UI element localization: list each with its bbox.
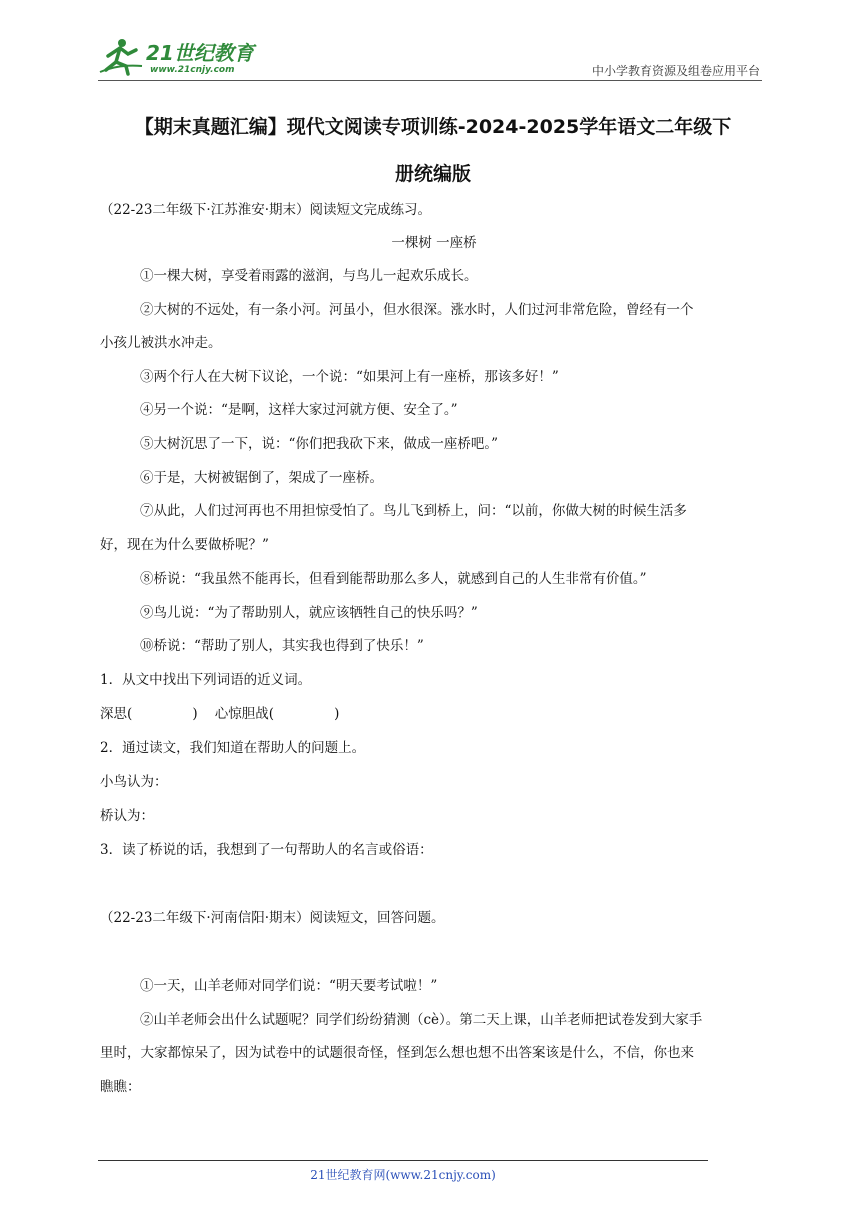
page-title-line-1: 【期末真题汇编】现代文阅读专项训练-2024-2025学年语文二年级下 <box>134 116 732 138</box>
passage2-paragraph-2a: ②山羊老师会出什么试题呢？同学们纷纷猜测（cè）。第二天上课，山羊老师把试卷发到大家手 <box>140 1012 703 1028</box>
footer-divider <box>98 1160 708 1161</box>
svg-text:21世纪教育: 21世纪教育 <box>146 41 254 65</box>
passage1-paragraph-7a: ⑦从此，人们过河再也不用担惊受怕了。鸟儿飞到桥上，问：“以前，你做大树的时候生活多 <box>140 503 687 519</box>
passage1-paragraph-9: ⑨鸟儿说：“为了帮助别人，就应该牺牲自己的快乐吗？” <box>140 605 478 621</box>
passage2-paragraph-2b: 里时，大家都惊呆了，因为试卷中的试题很奇怪，怪到怎么想也想不出答案该是什么，不信，你也来 <box>100 1045 694 1061</box>
question-2-bridge-view: 桥认为： <box>100 808 154 824</box>
passage1-paragraph-5: ⑤大树沉思了一下，说：“你们把我砍下来，做成一座桥吧。” <box>140 436 499 452</box>
page-title-line-2: 册统编版 <box>394 163 471 185</box>
passage1-title: 一棵树 一座桥 <box>391 235 477 251</box>
page-header <box>98 34 762 81</box>
passage1-paragraph-4: ④另一个说：“是啊，这样大家过河就方便、安全了。” <box>140 402 458 418</box>
footer-link[interactable]: 21世纪教育网(www.21cnjy.com) <box>310 1168 496 1182</box>
passage2-paragraph-2c: 瞧瞧： <box>100 1079 141 1095</box>
question-1-blanks: 深思( ) 心惊胆战( ) <box>100 706 340 722</box>
question-2-bird-view: 小鸟认为： <box>100 774 168 790</box>
passage1-paragraph-2b: 小孩儿被洪水冲走。 <box>100 335 222 351</box>
section1-source: （22-23二年级下·江苏淮安·期末）阅读短文完成练习。 <box>100 202 431 218</box>
platform-label: 中小学教育资源及组卷应用平台 <box>591 64 760 78</box>
question-1: 1．从文中找出下列词语的近义词。 <box>100 672 312 688</box>
passage1-paragraph-3: ③两个行人在大树下议论，一个说：“如果河上有一座桥，那该多好！” <box>140 369 559 385</box>
passage1-paragraph-7b: 好，现在为什么要做桥呢？” <box>100 537 269 553</box>
question-2: 2．通过读文，我们知道在帮助人的问题上。 <box>100 740 366 756</box>
passage1-paragraph-1: ①一棵大树，享受着雨露的滋润，与鸟儿一起欢乐成长。 <box>140 268 478 284</box>
passage2-paragraph-1: ①一天，山羊老师对同学们说：“明天要考试啦！” <box>140 978 438 994</box>
passage1-paragraph-8: ⑧桥说：“我虽然不能再长，但看到能帮助那么多人，就感到自己的人生非常有价值。” <box>140 571 647 587</box>
section2-source: （22-23二年级下·河南信阳·期末）阅读短文，回答问题。 <box>100 910 445 926</box>
svg-text:www.21cnjy.com: www.21cnjy.com <box>150 65 235 75</box>
question-3: 3．读了桥说的话，我想到了一句帮助人的名言或俗语： <box>100 842 433 858</box>
passage1-paragraph-10: ⑩桥说：“帮助了别人，其实我也得到了快乐！” <box>140 638 424 654</box>
passage1-paragraph-2a: ②大树的不远处，有一条小河。河虽小，但水很深。涨水时，人们过河非常危险，曾经有一个 <box>140 302 694 318</box>
logo-21cnjy <box>98 36 268 76</box>
passage1-paragraph-6: ⑥于是，大树被锯倒了，架成了一座桥。 <box>140 470 383 486</box>
runner-icon <box>100 39 142 74</box>
page-title <box>98 104 768 198</box>
